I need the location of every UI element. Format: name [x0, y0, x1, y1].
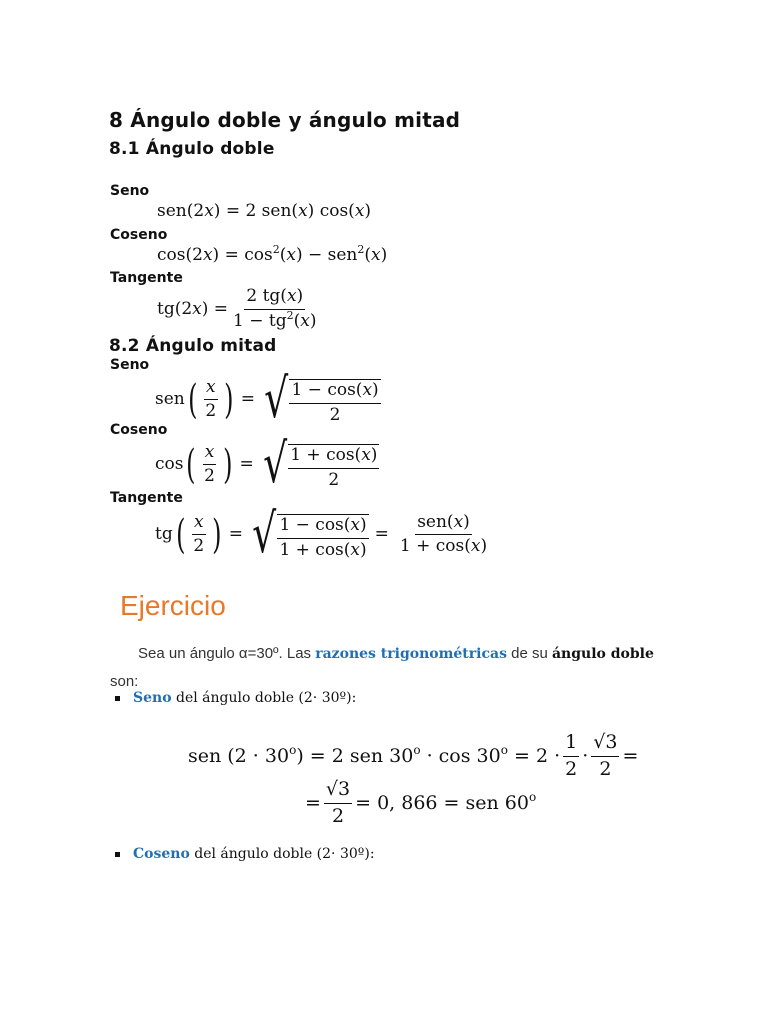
bullet-seno — [115, 690, 356, 706]
subsection-heading-half: 8.2 Ángulo mitad — [109, 336, 277, 356]
exercise-title: Ejercicio — [120, 590, 226, 621]
exercise-formula-line1: sen $(2 \cdot 30^o) = 2$ sen $30^o \cdot \cos 30^o = 2$ · $\frac{1}{2}$ · $\frac{√3}{2}$ = — [188, 731, 639, 780]
bullet-icon — [115, 696, 120, 701]
exercise-intro — [110, 640, 670, 695]
label-seno-half: Seno — [110, 357, 150, 373]
label-tangente-half: Tangente — [110, 490, 183, 506]
formula-tg-2x: tg(2x) = $\frac{2 tg(x)}{1 - tg^2(x)}$ — [157, 286, 317, 331]
trig-ratios-link[interactable]: razones trigonométricas — [315, 646, 507, 662]
bullet-icon — [115, 852, 120, 857]
label-coseno-half: Coseno — [110, 422, 168, 438]
subsection-heading-double: 8.1 Ángulo doble — [109, 139, 275, 159]
bullet-coseno-text: del ángulo doble (2· 30º): — [189, 846, 375, 862]
label-seno: Seno — [110, 183, 150, 199]
formula-sen-2x: sen(2x) = 2 sen(x) cos(x) — [157, 201, 372, 221]
bullet-coseno — [115, 846, 375, 862]
formula-cos-2x: $\cos(2x) = \cos^2(x) - sen^2(x)$ — [157, 243, 388, 265]
label-coseno: Coseno — [110, 227, 168, 243]
intro-text-1: Sea un ángulo α=30º. Las — [138, 645, 316, 662]
intro-text-2: de su — [506, 645, 552, 662]
intro-text-3: son: — [110, 673, 139, 690]
formula-cos-half: cos ( $\frac{x}{2}$ ) = √ $\frac{1 + \cos(x)}{2}$ — [155, 432, 378, 495]
bullet-coseno-highlight: Coseno — [133, 846, 190, 862]
exercise-formula-line2: = $\frac{√3}{2}$ = 0, 866 = sen 60$^o$ — [305, 778, 537, 827]
label-tangente: Tangente — [110, 270, 183, 286]
bullet-seno-highlight: Seno — [133, 690, 172, 706]
section-heading: 8 Ángulo doble y ángulo mitad — [109, 108, 461, 132]
formula-tg-half: tg ( $\frac{x}{2}$ ) = √ $\frac{1 - \cos(x)}{1 + \cos(x)}$ = $\frac{\text{sen(x)}}{1 + \cos(x)}$ — [155, 502, 488, 565]
formula-sen-half: sen ( $\frac{x}{2}$ ) = √ $\frac{1 - \cos(x)}{2}$ — [155, 367, 379, 430]
intro-bold: ángulo doble — [551, 646, 654, 662]
bullet-seno-text: del ángulo doble (2· 30º): — [171, 690, 357, 706]
